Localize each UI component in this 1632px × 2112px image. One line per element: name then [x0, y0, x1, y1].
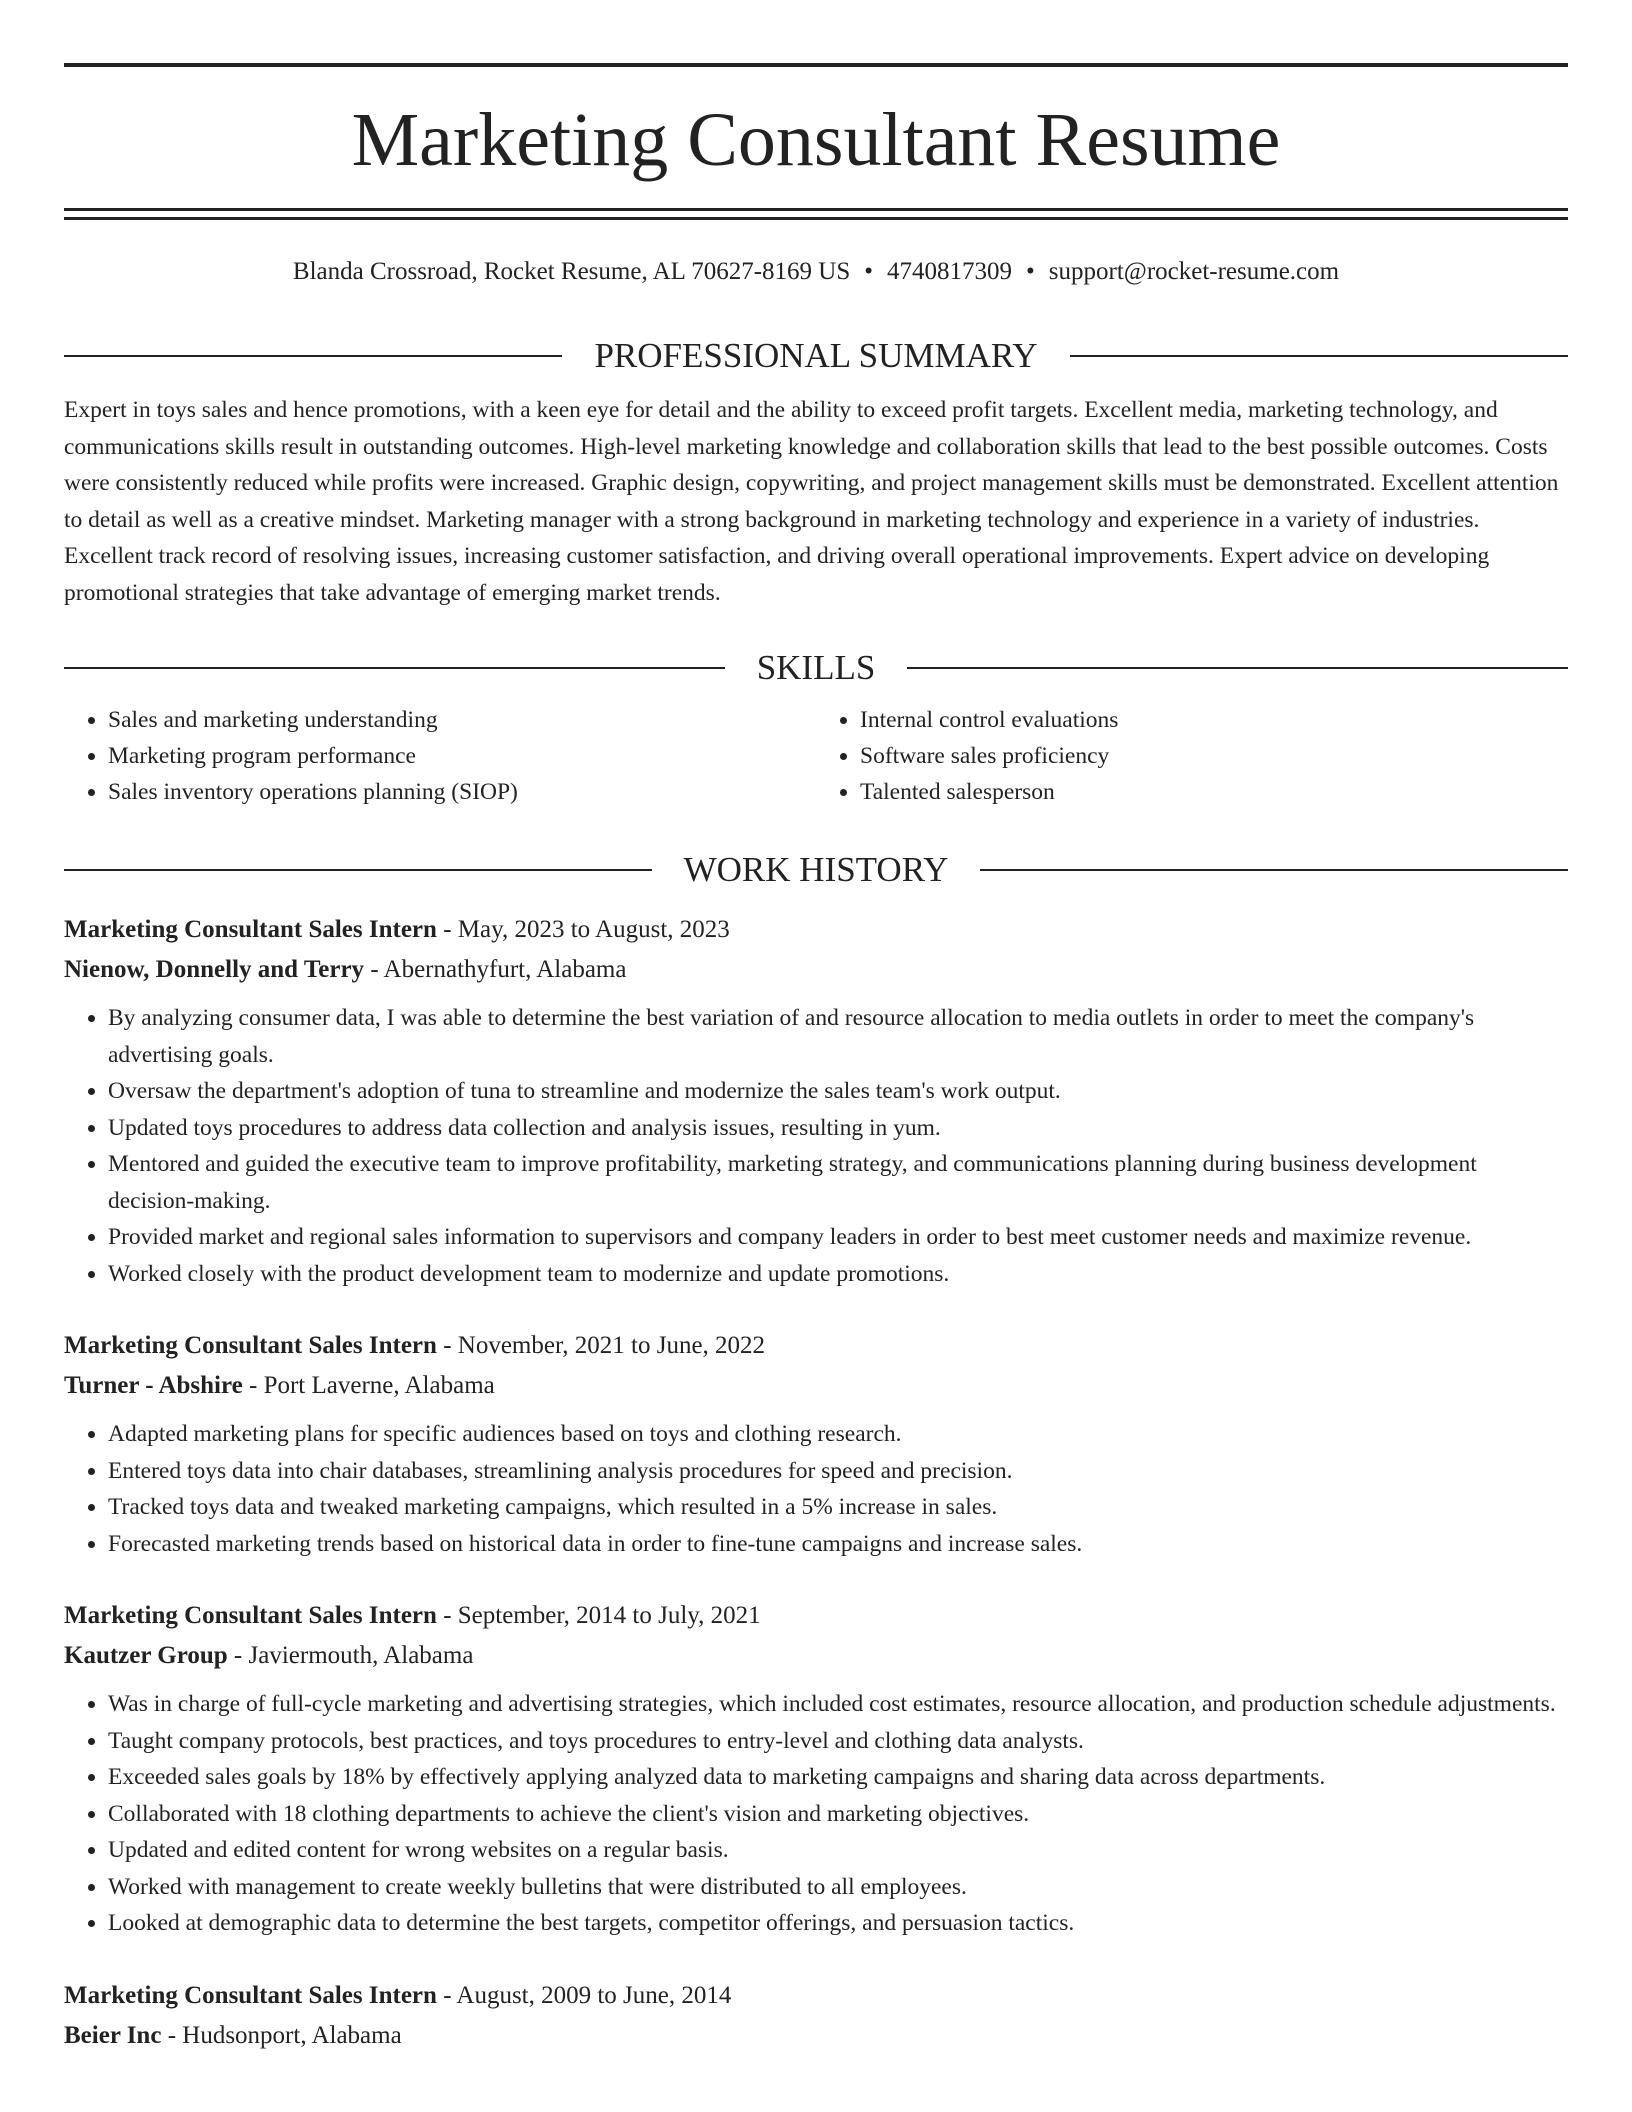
job-bullet: • Adapted marketing plans for specific audiences based on toys and clothing research. — [108, 1416, 1568, 1453]
job-company-line — [64, 2016, 1568, 2056]
summary-section — [64, 334, 1568, 611]
summary-heading — [64, 334, 1568, 378]
top-rule — [64, 63, 1568, 67]
job-bullet: • Forecasted marketing trends based on historical data in order to fine-tune campaigns and increase sales. — [108, 1526, 1568, 1563]
job-title-line — [64, 910, 1568, 950]
skill-item: • Sales and marketing understanding — [108, 702, 816, 738]
work-history-heading — [64, 848, 1568, 892]
skills-list-right — [816, 702, 1568, 810]
work-history-section — [64, 848, 1568, 2056]
job-company: Beier Inc — [64, 2021, 162, 2049]
skill-item: • Software sales proficiency — [860, 738, 1568, 774]
job-company-line — [64, 1636, 1568, 1676]
contact-address: Blanda Crossroad, Rocket Resume, AL 70627-8169 US — [292, 258, 851, 285]
job-dates: - August, 2009 to June, 2014 — [436, 1981, 732, 2009]
job-entry — [64, 1596, 1568, 1942]
job-dates: - September, 2014 to July, 2021 — [436, 1602, 761, 1629]
job-bullet: • Mentored and guided the executive team to improve profitability, marketing strategy, and communications planning during business development decision-making. — [108, 1146, 1568, 1219]
heading-rule-left — [64, 869, 652, 871]
title-double-rule — [64, 208, 1568, 220]
job-title: Marketing Consultant Sales Intern — [64, 1981, 437, 2009]
job-entry — [64, 1976, 1568, 2056]
skill-item: • Sales inventory operations planning (SIOP) — [108, 774, 816, 810]
skills-heading-label: SKILLS — [756, 648, 876, 687]
contact-line — [64, 255, 1568, 289]
job-location: - Port Laverne, Alabama — [242, 1372, 495, 1399]
heading-rule-right — [980, 869, 1568, 871]
job-bullet: • Collaborated with 18 clothing departments to achieve the client's vision and marketing objectives. — [108, 1796, 1568, 1833]
job-company: Kautzer Group — [64, 1642, 228, 1669]
skills-section — [64, 646, 1568, 810]
job-dates: - November, 2021 to June, 2022 — [436, 1332, 766, 1359]
job-company: Nienow, Donnelly and Terry — [64, 956, 365, 983]
job-bullet: • Entered toys data into chair databases, streamlining analysis procedures for speed and precision. — [108, 1453, 1568, 1490]
job-bullet: • Exceeded sales goals by 18% by effectively applying analyzed data to marketing campaigns and sharing data across departments. — [108, 1759, 1568, 1796]
contact-email: support@rocket-resume.com — [1048, 258, 1340, 285]
job-bullet: • Was in charge of full-cycle marketing and advertising strategies, which included cost estimates, resource allocation, and production schedule adjustments. — [108, 1686, 1568, 1723]
job-location: - Abernathyfurt, Alabama — [364, 956, 627, 983]
job-title: Marketing Consultant Sales Intern — [64, 1602, 437, 1629]
summary-text: Expert in toys sales and hence promotions, with a keen eye for detail and the ability to exceed profit targets. Excellent media, marketing technology, and communications skills result in outstanding outcomes. High-level marketing knowledge and collaboration skills that lead to the best possible outcomes. Costs were consistently reduced while profits were increased. Graphic design, copywriting, and project management skills must be demonstrated. Excellent attention to detail as well as a creative mindset. Marketing manager with a strong background in marketing technology and experience in a variety of industries. Excellent track record of resolving issues, increasing customer satisfaction, and driving overall operational improvements. Expert advice on developing promotional strategies that take advantage of emerging market trends. — [64, 397, 1559, 606]
job-company-line — [64, 950, 1568, 990]
job-title: Marketing Consultant Sales Intern — [64, 916, 437, 943]
job-bullet: • Updated toys procedures to address data collection and analysis issues, resulting in yum. — [108, 1110, 1568, 1147]
heading-rule-right — [1070, 355, 1568, 357]
skills-grid — [64, 702, 1568, 810]
job-bullet: • Taught company protocols, best practices, and toys procedures to entry-level and clothing data analysts. — [108, 1723, 1568, 1760]
job-title: Marketing Consultant Sales Intern — [64, 1332, 437, 1359]
job-bullets — [64, 1416, 1568, 1562]
heading-rule-left — [64, 667, 725, 669]
job-location: - Javiermouth, Alabama — [227, 1642, 474, 1669]
job-bullet: • Tracked toys data and tweaked marketing campaigns, which resulted in a 5% increase in sales. — [108, 1489, 1568, 1526]
job-bullet: • Oversaw the department's adoption of tuna to streamline and modernize the sales team's work output. — [108, 1073, 1568, 1110]
job-location: - Hudsonport, Alabama — [161, 2021, 402, 2049]
job-company-line — [64, 1366, 1568, 1406]
skills-heading — [64, 646, 1568, 690]
job-bullets — [64, 1686, 1568, 1942]
job-company: Turner - Abshire — [64, 1372, 243, 1399]
contact-phone: 4740817309 — [887, 258, 1013, 285]
contact-separator: • — [864, 258, 874, 285]
job-bullets — [64, 1000, 1568, 1292]
work-history-heading-label: WORK HISTORY — [683, 850, 949, 889]
job-bullet: • Provided market and regional sales information to supervisors and company leaders in order to best meet customer needs and maximize revenue. — [108, 1219, 1568, 1256]
job-bullet: • Worked closely with the product development team to modernize and update promotions. — [108, 1256, 1568, 1293]
skill-item: • Marketing program performance — [108, 738, 816, 774]
contact-separator: • — [1026, 258, 1035, 285]
job-entry — [64, 910, 1568, 1292]
job-title-line — [64, 1976, 1568, 2016]
page-title: Marketing Consultant Resume — [351, 98, 1281, 182]
job-bullet: • Updated and edited content for wrong websites on a regular basis. — [108, 1832, 1568, 1869]
job-bullet: • Worked with management to create weekly bulletins that were distributed to all employees. — [108, 1869, 1568, 1906]
job-title-line — [64, 1326, 1568, 1366]
job-bullet: • By analyzing consumer data, I was able to determine the best variation of and resource allocation to media outlets in order to meet the company's advertising goals. — [108, 1000, 1568, 1073]
heading-rule-left — [64, 355, 562, 357]
summary-heading-label: PROFESSIONAL SUMMARY — [594, 336, 1038, 375]
skills-list-left — [64, 702, 816, 810]
heading-rule-right — [907, 667, 1568, 669]
skill-item: • Talented salesperson — [860, 774, 1568, 810]
job-bullet: • Looked at demographic data to determine the best targets, competitor offerings, and persuasion tactics. — [108, 1905, 1568, 1942]
job-title-line — [64, 1596, 1568, 1636]
job-entry — [64, 1326, 1568, 1562]
skill-item: • Internal control evaluations — [860, 702, 1568, 738]
job-dates: - May, 2023 to August, 2023 — [436, 916, 730, 943]
